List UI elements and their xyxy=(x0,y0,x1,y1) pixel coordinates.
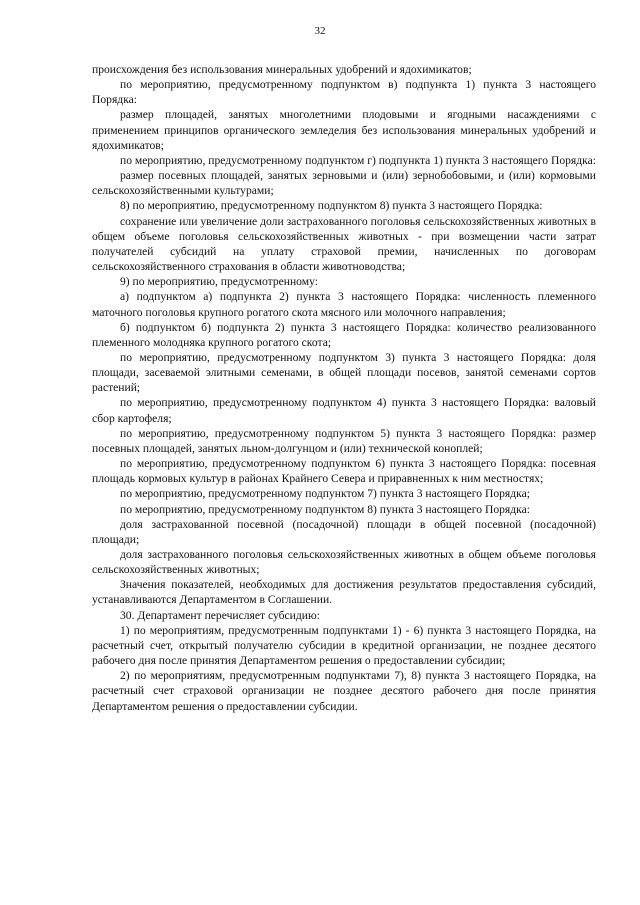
paragraph: 1) по мероприятиям, предусмотренным подпунктами 1) - 6) пункта 3 настоящего Порядка, на расчетный счет, открытый получателю субсидии в кредитной организации, не позднее десятого рабочего дня после принятия Департаментом решения о предоставлении субсидии; xyxy=(92,623,596,668)
paragraph: по мероприятию, предусмотренному подпунктом 7) пункта 3 настоящего Порядка; xyxy=(120,487,530,501)
paragraph: по мероприятию, предусмотренному подпунктом 3) пункта 3 настоящего Порядка: доля площади, засеваемой элитными семенами, в общей площади посевов, занятой семенами сортов растений; xyxy=(92,350,596,395)
paragraph: размер посевных площадей, занятых зерновыми и (или) зернобобовыми, и (или) кормовыми сельскохозяйственными культурами; xyxy=(92,169,596,198)
paragraph: 8) по мероприятию, предусмотренному подпунктом 8) пункта 3 настоящего Порядка: xyxy=(120,199,543,213)
page-number: 32 xyxy=(314,25,326,37)
paragraph: размер площадей, занятых многолетними плодовыми и ягодными насаждениями с применением принципов органического земледелия без использования минеральных удобрений и ядохимикатов; xyxy=(92,108,596,152)
paragraph: б) подпунктом б) подпункта 2) пункта 3 настоящего Порядка: количество реализованного племенного молодняка крупного рогатого скота; xyxy=(92,320,596,349)
paragraph: сохранение или увеличение доли застрахованного поголовья сельскохозяйственных животных в общем объеме поголовья сельскохозяйственных животных - при возмещении части затрат получателей субсидий на уплату страховой премии, начисленных по договорам сельскохозяйственного страхования в области животноводства; xyxy=(92,214,596,274)
paragraph-continuation: происхождения без использования минеральных удобрений и ядохимикатов; xyxy=(92,63,472,76)
paragraph: доля застрахованного поголовья сельскохозяйственных животных в общем объеме поголовья сельскохозяйственных животных; xyxy=(92,548,596,577)
paragraph: доля застрахованной посевной (посадочной) площади в общей посевной (посадочной) площади; xyxy=(92,517,596,546)
paragraph: Значения показателей, необходимых для достижения результатов предоставления субсидий, устанавливаются Департаментом в Соглашении. xyxy=(92,578,596,607)
document-body xyxy=(92,62,596,714)
paragraph: а) подпунктом а) подпункта 2) пункта 3 настоящего Порядка: численность племенного маточного поголовья крупного рогатого скота мясного или молочного направления; xyxy=(92,290,596,319)
paragraph: по мероприятию, предусмотренному подпунктом 6) пункта 3 настоящего Порядка: посевная площадь кормовых культур в районах Крайнего Севера и приравненных к ним местностях; xyxy=(92,457,596,486)
paragraph: по мероприятию, предусмотренному подпунктом 4) пункта 3 настоящего Порядка: валовый сбор картофеля; xyxy=(92,396,596,425)
paragraph: 2) по мероприятиям, предусмотренным подпунктами 7), 8) пункта 3 настоящего Порядка, на расчетный счет страховой организации не позднее десятого рабочего дня после принятия Департаментом решения о предоставлении субсидии. xyxy=(92,669,596,713)
paragraph: 9) по мероприятию, предусмотренному: xyxy=(120,275,318,289)
paragraph: по мероприятию, предусмотренному подпунктом в) подпункта 1) пункта 3 настоящего Порядка: xyxy=(92,78,596,107)
paragraph: 30. Департамент перечисляет субсидию: xyxy=(120,608,320,622)
paragraph: по мероприятию, предусмотренному подпунктом г) подпункта 1) пункта 3 настоящего Порядка: xyxy=(120,153,596,167)
paragraph: по мероприятию, предусмотренному подпунктом 5) пункта 3 настоящего Порядка: размер посевных площадей, занятых льном-долгунцом и (или) технической коноплей; xyxy=(92,426,596,455)
paragraph: по мероприятию, предусмотренному подпунктом 8) пункта 3 настоящего Порядка: xyxy=(120,502,530,516)
